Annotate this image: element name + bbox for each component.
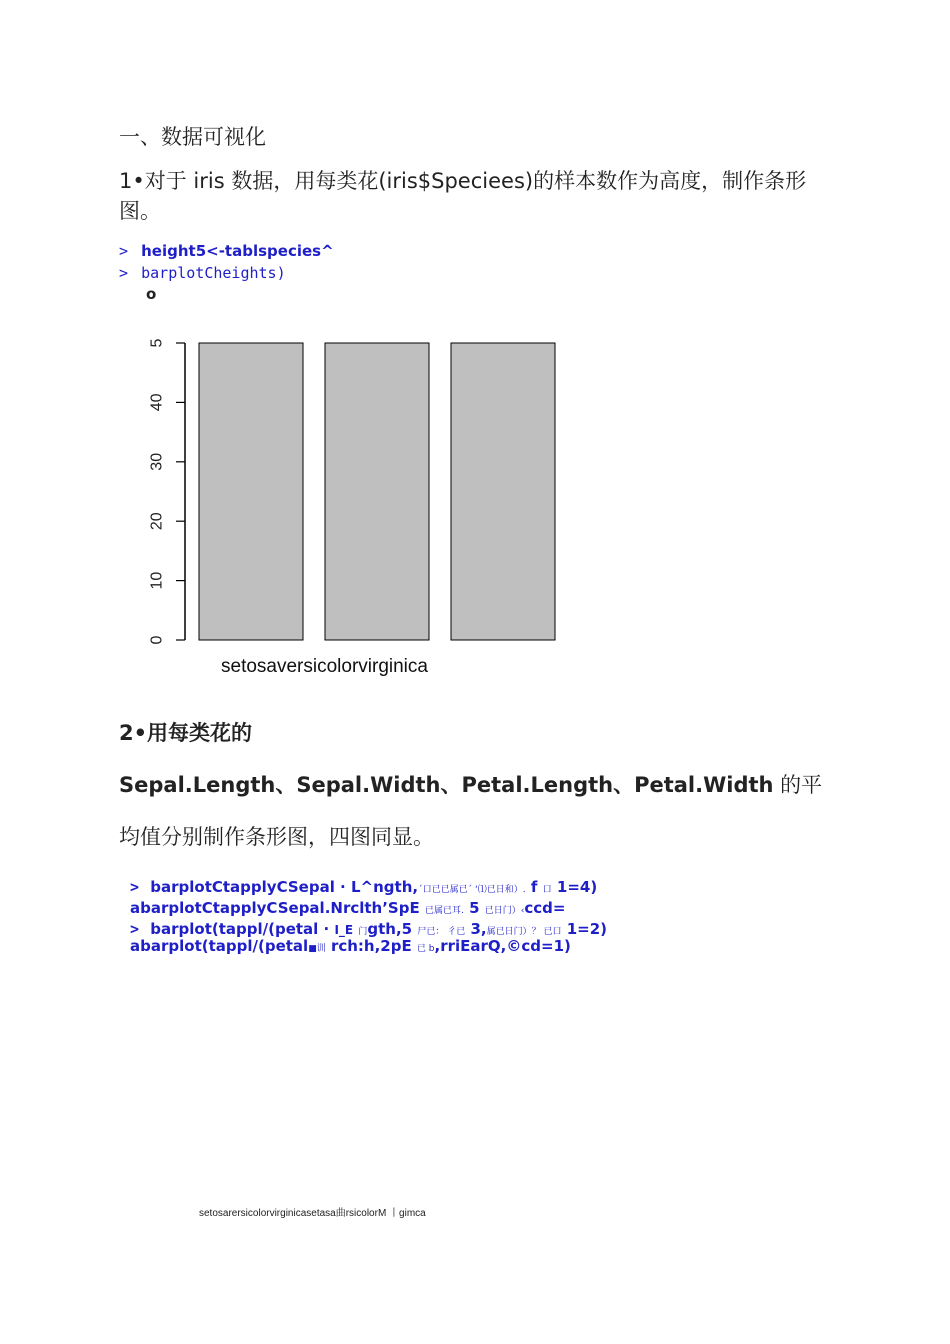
question-2-number: 2•用每类花的 [119,721,253,745]
question-2-line-3: 均值分别制作条形图，四图同显。 [119,825,434,849]
garbled-text: 尸已： 彳已 [417,927,466,937]
question-2-line-1 [119,717,252,747]
prompt-symbol: > [130,920,140,938]
stray-mark: o [146,285,157,303]
question-1-text: 1•对于 iris 数据，用每类花(iris$Speciees)的样本数作为高度，制作条形图。 [119,169,807,223]
garbled-text: 已属已耳. [424,906,464,916]
code-text: barplotCheights) [141,264,286,282]
code2-line-2 [130,899,565,917]
y-tick-label: 10 [148,571,166,590]
bar-chart [130,330,570,650]
code-text: height5<-tablspecies^ [141,242,334,260]
code-text: 5 [469,899,480,917]
prompt-symbol: > [119,264,129,282]
code-line-2 [119,263,286,282]
y-tick-label: 5 [148,338,166,348]
code-text: gth,5 [367,920,413,938]
bar-versicolor [325,343,429,640]
y-tick-label: 20 [148,512,166,531]
code2-line-1 [130,878,597,896]
variable-names: Sepal.Length、Sepal.Width、Petal.Length、Petal.Width [119,773,774,797]
garbled-text: 属已日门）？ 已口 [486,927,562,937]
garbled-text: 口 [542,885,552,895]
prompt-symbol: > [119,242,129,260]
code-text: ,rriEarQ,©cd=1) [434,937,571,955]
garbled-text: 已日门）‹ [484,906,525,916]
code-text: 1=4) [556,878,598,896]
code2-line-3 [130,920,607,938]
chart-x-label: setosaversicolorvirginica [221,656,428,677]
code-text: rch:h,2pE [330,937,412,955]
code-text: I_E [334,923,354,937]
garbled-text: ´口已已属已´ ‘⑴已日和）. [418,885,526,895]
prompt-symbol: > [130,878,140,896]
code-text: 3, [470,920,487,938]
bottom-axis-labels: setosarersicolorvirginicasetasa曲rsicolorM 丨gimca [199,1208,426,1219]
y-tick-label: 40 [148,393,166,412]
code-text: 1=2) [566,920,608,938]
y-tick-label: 30 [148,452,166,471]
question-2-line-2 [119,769,822,799]
code-line-1 [119,241,334,260]
code2-line-4 [130,937,571,955]
bar-setosa [199,343,303,640]
code-text: abarplot(tappl/(petal [130,937,309,955]
section-title: 一、数据可视化 [119,125,266,149]
line-tail: 的平 [773,773,823,797]
code-text: barplotCtapplyCSepal · L^ngth, [150,878,419,896]
code-text: ccd= [524,899,566,917]
garbled-text: 门 [358,927,368,937]
garbled-text: 已 b [416,944,435,954]
garbled-text: ■训 [308,944,326,954]
code-text: f [530,878,538,896]
y-tick-label: 0 [148,635,166,645]
code-text: abarplotCtapplyCSepal.Nrclth’SpE [130,899,420,917]
code-text: barplot(tappl/(petal · [150,920,335,938]
bar-virginica [451,343,555,640]
